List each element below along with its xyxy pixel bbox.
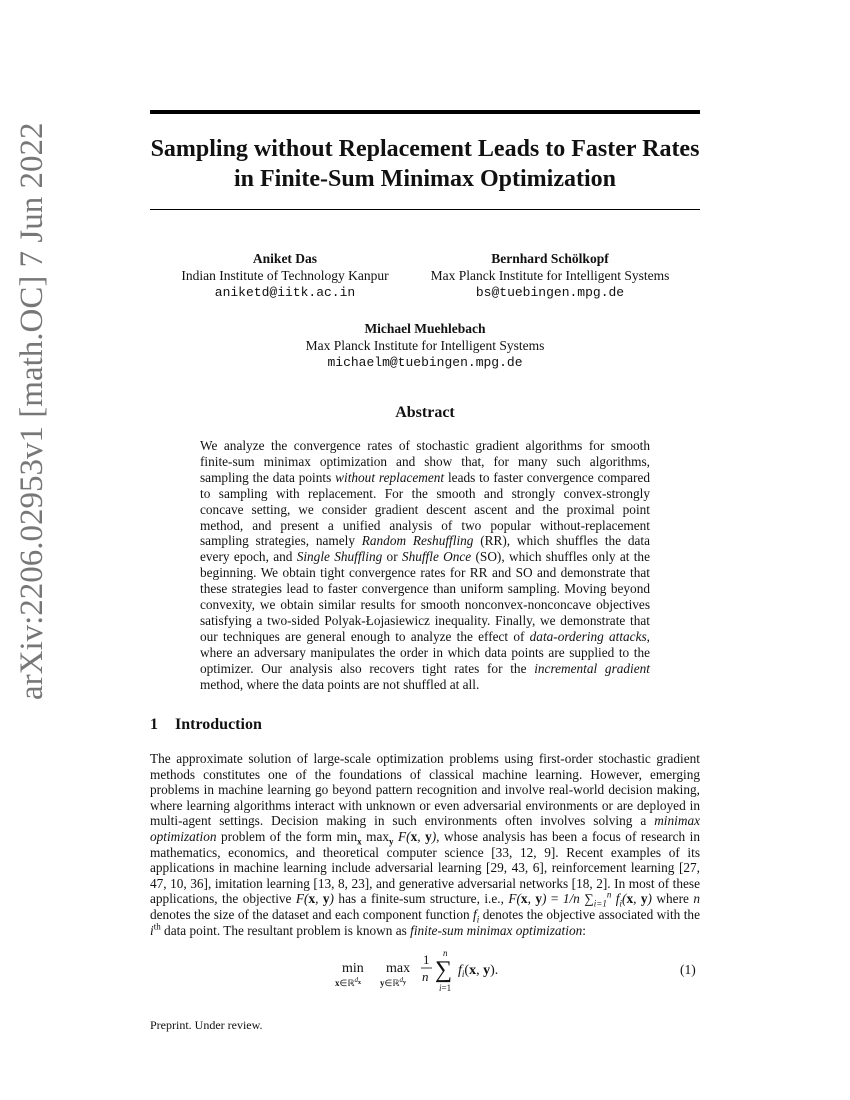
math-finite-sum: F(x, y) = 1/n $\sum_{i=1}^n$ $f_i(x$, y) [508,889,652,909]
svg-text:n: n [422,969,429,984]
abstract-heading: Abstract [395,404,455,421]
svg-text:n: n [443,948,448,958]
author-affiliation: Indian Institute of Technology Kanpur [181,268,389,283]
title-line-2: in Finite-Sum Minimax Optimization [233,166,616,192]
svg-text:i=1: i=1 [439,983,452,993]
author-block-1 [165,250,405,301]
section-title: Introduction [175,716,262,733]
svg-text:∑: ∑ [435,957,453,983]
svg-text:min: min [342,961,364,976]
author-block-2 [420,250,680,301]
section-number: 1 [150,716,158,733]
svg-text:fi(x, y).: $f_i(x$, y). [458,963,499,979]
title-rule-bottom [150,209,700,210]
author-name: Bernhard Schölkopf [491,251,609,266]
author-email[interactable]: aniketd@iitk.ac.in [214,285,356,300]
author-email[interactable]: bs@tuebingen.mpg.de [475,285,625,300]
svg-text:x∈ℝdx: x∈ℝ$^d_x$ [335,976,361,988]
math-minimax-form: $\min_x \max_y F(x$, y) [336,828,437,847]
svg-text:max: max [386,961,411,976]
svg-text:y∈ℝdy: y∈ℝ$^d_y$ [380,976,406,988]
title-line-1: Sampling without Replacement Leads to Faster Rates [150,136,700,162]
preprint-note: Preprint. Under review. [150,1018,263,1032]
svg-text:1: 1 [423,952,430,967]
paper-title [150,134,700,194]
introduction-paragraph: The approximate solution of large-scale optimization problems using first-order stochastic gradient methods constitutes one of the foundations of classical machine learning. However, emerging problems in machine learning go beyond pattern recognition and involve real-world decision making, where learning algorithms interact with unknown or even adversarial environments or are deployed in multi-agent settings. Decision making in such environments often involves solving a minimax optimization problem of the form $\min_x \max_y F(x$, y), whose analysis has been a focus of research in mathematics, economics, and theoretical computer science [33, 12, 9]. Recent examples of its applications in machine learning include adversarial learning [29, 43, 6], reinforcement learning [27, 47, 10, 36], imitation learning [13, 8, 23], and generative adversarial networks [18, 2]. In most of these applications, the objective F(x, y) has a finite-sum structure, i.e., F(x, y) = 1/n $\sum_{i=1}^n$ $f_i(x$, y) where n denotes the size of the dataset and each component function $f_i$ denotes the objective associated with the $i^{th}$ data point. The resultant problem is known as finite-sum minimax optimization: [150,751,700,938]
title-rule-top [150,110,700,114]
author-name: Michael Muehlebach [364,321,486,336]
author-name: Aniket Das [252,251,318,266]
section-heading [150,716,262,734]
equation-1 [335,948,540,1000]
equation-number: (1) [680,962,696,977]
math-objective: F(x, y) [295,891,334,907]
author-affiliation: Max Planck Institute for Intelligent Systems [430,268,670,283]
author-block-3 [275,320,575,371]
author-email[interactable]: michaelm@tuebingen.mpg.de [327,355,523,370]
abstract-text: We analyze the convergence rates of stochastic gradient algorithms for smooth finite-sum minimax optimization and show that, for many such algorithms, sampling the data points without replacement leads to faster convergence compared to sampling with replacement. For the smooth and strongly convex-strongly concave setting, we consider gradient descent ascent and the proximal point method, and present a unified analysis of two popular without-replacement sampling strategies, namely Random Reshuffling (RR), which shuffles the data every epoch, and Single Shuffling or Shuffle Once (SO), which shuffles only at the beginning. We obtain tight convergence rates for RR and SO and demonstrate that these strategies lead to faster convergence than uniform sampling. Moving beyond convexity, we obtain similar results for smooth nonconvex-nonconcave objectives satisfying a two-sided Polyak-Łojasiewicz inequality. Finally, we demonstrate that our techniques are general enough to analyze the effect of data-ordering attacks, where an adversary manipulates the order in which data points are supplied to the optimizer. Our analysis also recovers tight rates for the incremental gradient method, where the data points are not shuffled at all. [200,438,651,692]
author-affiliation: Max Planck Institute for Intelligent Systems [305,338,545,353]
arxiv-identifier: arXiv:2206.02953v1 [math.OC] 7 Jun 2022 [14,122,50,700]
